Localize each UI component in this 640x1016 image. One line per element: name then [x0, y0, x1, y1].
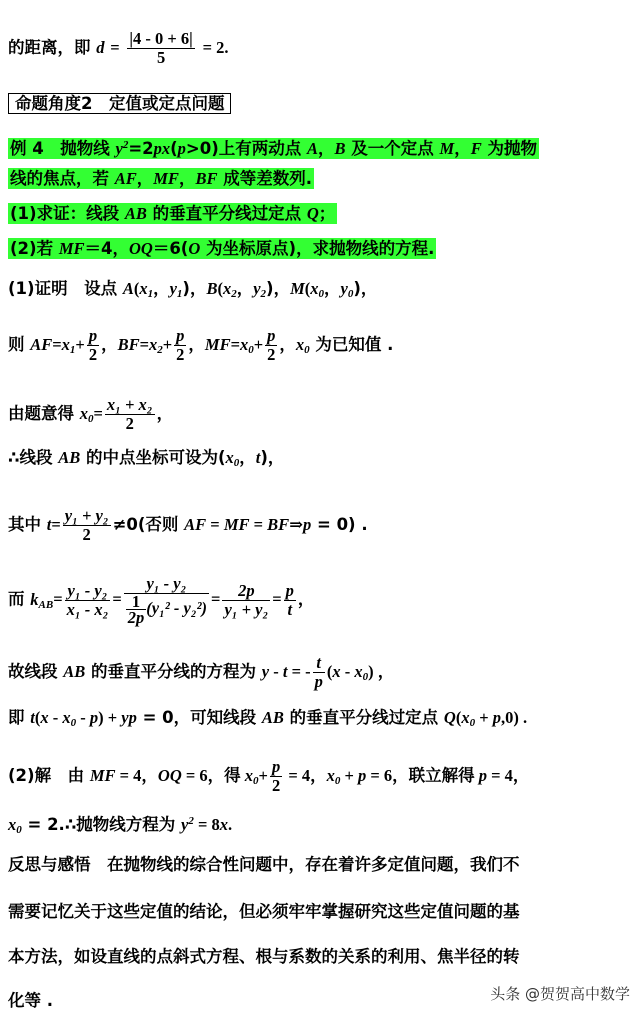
- var-MF: MF: [153, 169, 179, 188]
- fraction-p-2: [87, 327, 99, 364]
- text: ⇒: [289, 515, 304, 534]
- var-OQ: OQ: [157, 766, 182, 785]
- fraction-slope-1: [65, 582, 111, 619]
- var-BF: BF: [195, 169, 218, 188]
- text: -: [269, 662, 283, 681]
- text: = 4，: [115, 766, 158, 785]
- denominator: 2: [82, 525, 91, 544]
- var-Q: Q: [443, 708, 456, 727]
- reflection-line-1: [8, 854, 520, 876]
- var-x0: $x_0$: [225, 448, 240, 469]
- numerator: 2p: [222, 582, 270, 601]
- var-O: O: [188, 239, 201, 258]
- text: ，: [454, 139, 471, 158]
- text: )，: [182, 279, 207, 298]
- text: = 4，: [284, 766, 327, 785]
- var-MF: MF: [223, 515, 250, 534]
- text: ，: [178, 169, 196, 188]
- text: 由题意得: [8, 404, 80, 423]
- var-MF: MF: [204, 335, 231, 354]
- text: (: [217, 279, 223, 298]
- var-t: t: [30, 708, 35, 727]
- numerator: p: [285, 580, 294, 600]
- denominator: 2: [125, 414, 134, 433]
- text: 例 4 抛物线: [10, 139, 116, 158]
- text: 即: [8, 708, 31, 727]
- text: ) ，: [368, 662, 395, 681]
- var-AF: AF: [114, 169, 137, 188]
- text: ，: [188, 335, 205, 354]
- var-A: A: [122, 279, 134, 298]
- var-AB: AB: [58, 448, 81, 467]
- text: = 6，联立解得: [366, 766, 479, 785]
- numerator: x₁ + x₂: [106, 395, 153, 414]
- var-AB: AB: [63, 662, 86, 681]
- var-p: p: [478, 766, 488, 785]
- text: 而: [8, 589, 31, 609]
- var-x0: $x_0$: [240, 335, 254, 356]
- numerator: y₁ - y₂: [124, 575, 209, 594]
- text: 需要记忆关于这些定值的结论，但必须牢牢掌握研究这些定值问题的基: [8, 902, 520, 921]
- numerator: 1: [126, 594, 147, 610]
- reflection-line-2: [8, 901, 520, 923]
- var-d: d: [96, 38, 105, 57]
- text: ≠0(否则: [112, 515, 185, 534]
- var-p: p: [177, 139, 186, 158]
- var-t: t: [282, 662, 288, 681]
- text: ，: [318, 139, 335, 158]
- var-BF: BF: [267, 515, 290, 534]
- denominator: 2: [271, 776, 281, 795]
- example-line-3: [8, 203, 337, 225]
- var-p: p: [358, 766, 367, 785]
- var-y1: $y_1$: [169, 279, 183, 300]
- denominator: 2: [88, 345, 98, 364]
- text: =: [53, 589, 63, 609]
- text: = 8: [193, 815, 220, 834]
- fraction-p-2: [174, 327, 186, 364]
- var-x1: $x_1$: [139, 279, 154, 300]
- text: ,0) .: [500, 708, 528, 727]
- text: = 0) .: [311, 515, 368, 534]
- highlight: [8, 138, 539, 159]
- var-px: px: [153, 139, 171, 158]
- text: = 6，得: [181, 766, 245, 785]
- text: =: [93, 404, 103, 423]
- text: >0)上有两动点: [185, 139, 308, 158]
- text: = -: [287, 662, 311, 681]
- var-x0: $x_0$: [62, 708, 77, 729]
- numerator: |4 - 0 + 6|: [129, 29, 193, 48]
- var-x0: $x_0$: [461, 708, 476, 729]
- denominator: t: [287, 599, 293, 619]
- var-x: x: [332, 662, 341, 681]
- proof-line-2: [8, 327, 393, 364]
- text: ＝4，: [84, 239, 129, 258]
- text: (: [170, 139, 178, 158]
- example-line-1: [8, 134, 539, 160]
- var-OQ: OQ: [128, 239, 153, 258]
- text: 的垂直平分线过定点: [146, 204, 307, 223]
- solution-line-1: [8, 758, 529, 795]
- proof-line-4: [8, 447, 284, 474]
- example-line-2: [8, 168, 314, 190]
- text: +: [162, 335, 173, 354]
- text: ，: [101, 335, 118, 354]
- var-p: p: [89, 708, 99, 727]
- text: ) +: [98, 708, 122, 727]
- text: 为已知值 .: [309, 335, 394, 354]
- text: ，: [279, 335, 296, 354]
- var-M: M: [290, 279, 305, 298]
- numerator: t: [313, 654, 325, 673]
- var-x0: $x_0$: [8, 815, 22, 836]
- var-y2: $y^2$: [181, 815, 194, 834]
- text: 为抛物: [481, 139, 537, 158]
- fraction-t-p: [313, 654, 325, 691]
- text: 及一个定点: [345, 139, 440, 158]
- text: = 2.: [202, 38, 229, 57]
- text: .: [228, 815, 233, 834]
- numerator: p: [267, 326, 276, 345]
- text: ；: [318, 204, 336, 223]
- text: = 2.∴抛物线方程为: [21, 815, 182, 834]
- fraction-x-mid: [105, 396, 155, 433]
- denominator: 2: [267, 345, 276, 364]
- section-heading: [8, 93, 231, 115]
- var-x0: $x_0$: [310, 279, 325, 300]
- text: =: [206, 515, 224, 534]
- denominator: y₁ + y₂: [224, 599, 269, 619]
- text: =: [52, 335, 62, 354]
- fraction-p-t: [284, 582, 296, 619]
- text: )，: [260, 448, 285, 467]
- text: (2)若: [10, 239, 59, 258]
- fraction-slope-3: [222, 582, 270, 619]
- text: (1)求证：线段: [10, 204, 125, 223]
- var-t: t: [46, 515, 52, 534]
- var-AB: AB: [261, 708, 284, 727]
- var-yp: yp: [121, 708, 137, 727]
- fraction-y-mid: [63, 507, 111, 544]
- text: = 0，可知线段: [136, 708, 262, 727]
- var-p: p: [303, 515, 312, 534]
- text: ∴线段: [8, 448, 59, 467]
- text: =: [249, 515, 268, 534]
- var-p: p: [492, 708, 501, 727]
- denominator: [124, 594, 209, 625]
- highlight: [8, 168, 314, 189]
- text: 反思与感悟 在抛物线的综合性问题中，存在着许多定值问题，我们不: [8, 855, 520, 874]
- numerator: p: [271, 757, 281, 776]
- var-kAB: $k_{AB}$: [30, 589, 54, 611]
- var-A: A: [307, 139, 319, 158]
- text: (2)解 由: [8, 766, 90, 785]
- text: (: [34, 708, 41, 727]
- fraction-slope-2: [124, 575, 209, 625]
- text: =: [211, 589, 221, 609]
- var-M: M: [439, 139, 455, 158]
- var-y: y: [261, 662, 270, 681]
- var-MF: MF: [89, 766, 116, 785]
- text: (1)证明 设点: [8, 279, 123, 298]
- text: ，: [156, 404, 174, 423]
- text: 本方法，如设直线的点斜式方程、根与系数的关系的利用、焦半径的转: [8, 947, 520, 966]
- text: ，: [239, 448, 256, 467]
- var-x2: $x_2$: [222, 279, 237, 300]
- text: 为坐标原点)，求抛物线的方程.: [200, 239, 435, 258]
- numerator: p: [176, 326, 185, 345]
- watermark-text: 头条 @贺贺高中数学: [490, 985, 630, 1003]
- text: =: [110, 38, 120, 57]
- var-x0: $x_0$: [354, 662, 369, 683]
- highlight: [8, 203, 337, 224]
- var-x: x: [40, 708, 49, 727]
- solution-line-2: [8, 810, 232, 841]
- var-x0: $x_0$: [79, 404, 94, 425]
- text: = 4，: [487, 766, 530, 785]
- proof-line-5: [8, 507, 368, 544]
- var-BF: BF: [117, 335, 140, 354]
- text: 故线段: [8, 662, 64, 681]
- numerator: p: [88, 326, 98, 345]
- var-B: B: [206, 279, 218, 298]
- text: =: [112, 589, 122, 609]
- text: (: [304, 279, 311, 298]
- boxed-title: 命题角度2 定值或定点问题: [8, 93, 231, 114]
- text: ＝6(: [152, 239, 189, 258]
- var-x2: $x_2$: [149, 335, 163, 356]
- var-AB: AB: [124, 204, 147, 223]
- denominator: x₁ - x₂: [66, 599, 109, 619]
- watermark: [490, 983, 630, 1004]
- text: ，: [136, 169, 154, 188]
- var-x: x: [219, 815, 229, 834]
- text: =: [230, 335, 240, 354]
- text: ，: [297, 589, 315, 609]
- var-y2: $y^2$: [115, 139, 129, 158]
- text: (: [133, 279, 140, 298]
- numerator: y₁ + y₂: [64, 506, 109, 525]
- numerator: y₁ - y₂: [65, 582, 111, 601]
- text: 成等差数列.: [217, 169, 312, 188]
- text: (: [455, 708, 462, 727]
- reflection-line-3: [8, 946, 520, 968]
- text: -: [340, 662, 355, 681]
- var-Q: Q: [306, 204, 319, 223]
- var-x0: $x_0$: [295, 335, 310, 356]
- var-y2: $y_2$: [253, 279, 267, 300]
- text: 的距离，即: [8, 38, 91, 57]
- fraction-p-2: [270, 758, 282, 795]
- text: 其中: [8, 515, 47, 534]
- var-AF: AF: [184, 515, 207, 534]
- text: 的垂直平分线过定点: [283, 708, 444, 727]
- var-AF: AF: [30, 335, 53, 354]
- reflection-line-4: [8, 990, 53, 1012]
- text: 则: [8, 335, 31, 354]
- text: )，: [266, 279, 291, 298]
- text: +: [75, 335, 85, 354]
- denominator: p: [314, 672, 323, 691]
- text: =2: [128, 139, 154, 158]
- text: +: [475, 708, 493, 727]
- text: +: [340, 766, 358, 785]
- text: +: [253, 335, 264, 354]
- fraction-p-2: [265, 327, 277, 364]
- denominator: 2p: [127, 608, 145, 627]
- example-line-4: [8, 238, 436, 260]
- text: =: [51, 515, 61, 534]
- var-x0: $x_0$: [244, 766, 259, 787]
- denominator: 2: [176, 345, 185, 364]
- var-y0: $y_0$: [340, 279, 354, 300]
- proof-line-7: [8, 654, 394, 691]
- text: =: [272, 589, 282, 609]
- text: 化等 .: [8, 991, 54, 1010]
- proof-line-1: [8, 278, 377, 305]
- text: +: [258, 766, 268, 785]
- var-x1: $x_1$: [61, 335, 76, 356]
- var-F: F: [470, 139, 482, 158]
- line-distance: [8, 30, 228, 67]
- text: )，: [353, 279, 378, 298]
- text: ，: [153, 279, 170, 298]
- text: 线的焦点，若: [10, 169, 115, 188]
- denominator: 5: [156, 48, 166, 67]
- text: -: [48, 708, 63, 727]
- proof-line-6: [8, 575, 314, 625]
- text: (: [326, 662, 333, 681]
- fraction-distance: [127, 30, 194, 67]
- text: 的垂直平分线的方程为: [85, 662, 262, 681]
- text: 的中点坐标可设为(: [80, 448, 226, 467]
- text: ，: [236, 279, 254, 298]
- text: ，: [324, 279, 341, 298]
- var-B: B: [334, 139, 346, 158]
- var-MF: MF: [58, 239, 85, 258]
- var-t: t: [255, 448, 261, 467]
- text: -: [76, 708, 90, 727]
- highlight: [8, 238, 436, 259]
- text: (y₁² - y₂²): [146, 598, 208, 618]
- inner-fraction: [126, 594, 147, 625]
- proof-line-3: [8, 396, 173, 433]
- proof-line-8: [8, 707, 527, 734]
- text: =: [139, 335, 149, 354]
- var-x0: $x_0$: [326, 766, 341, 787]
